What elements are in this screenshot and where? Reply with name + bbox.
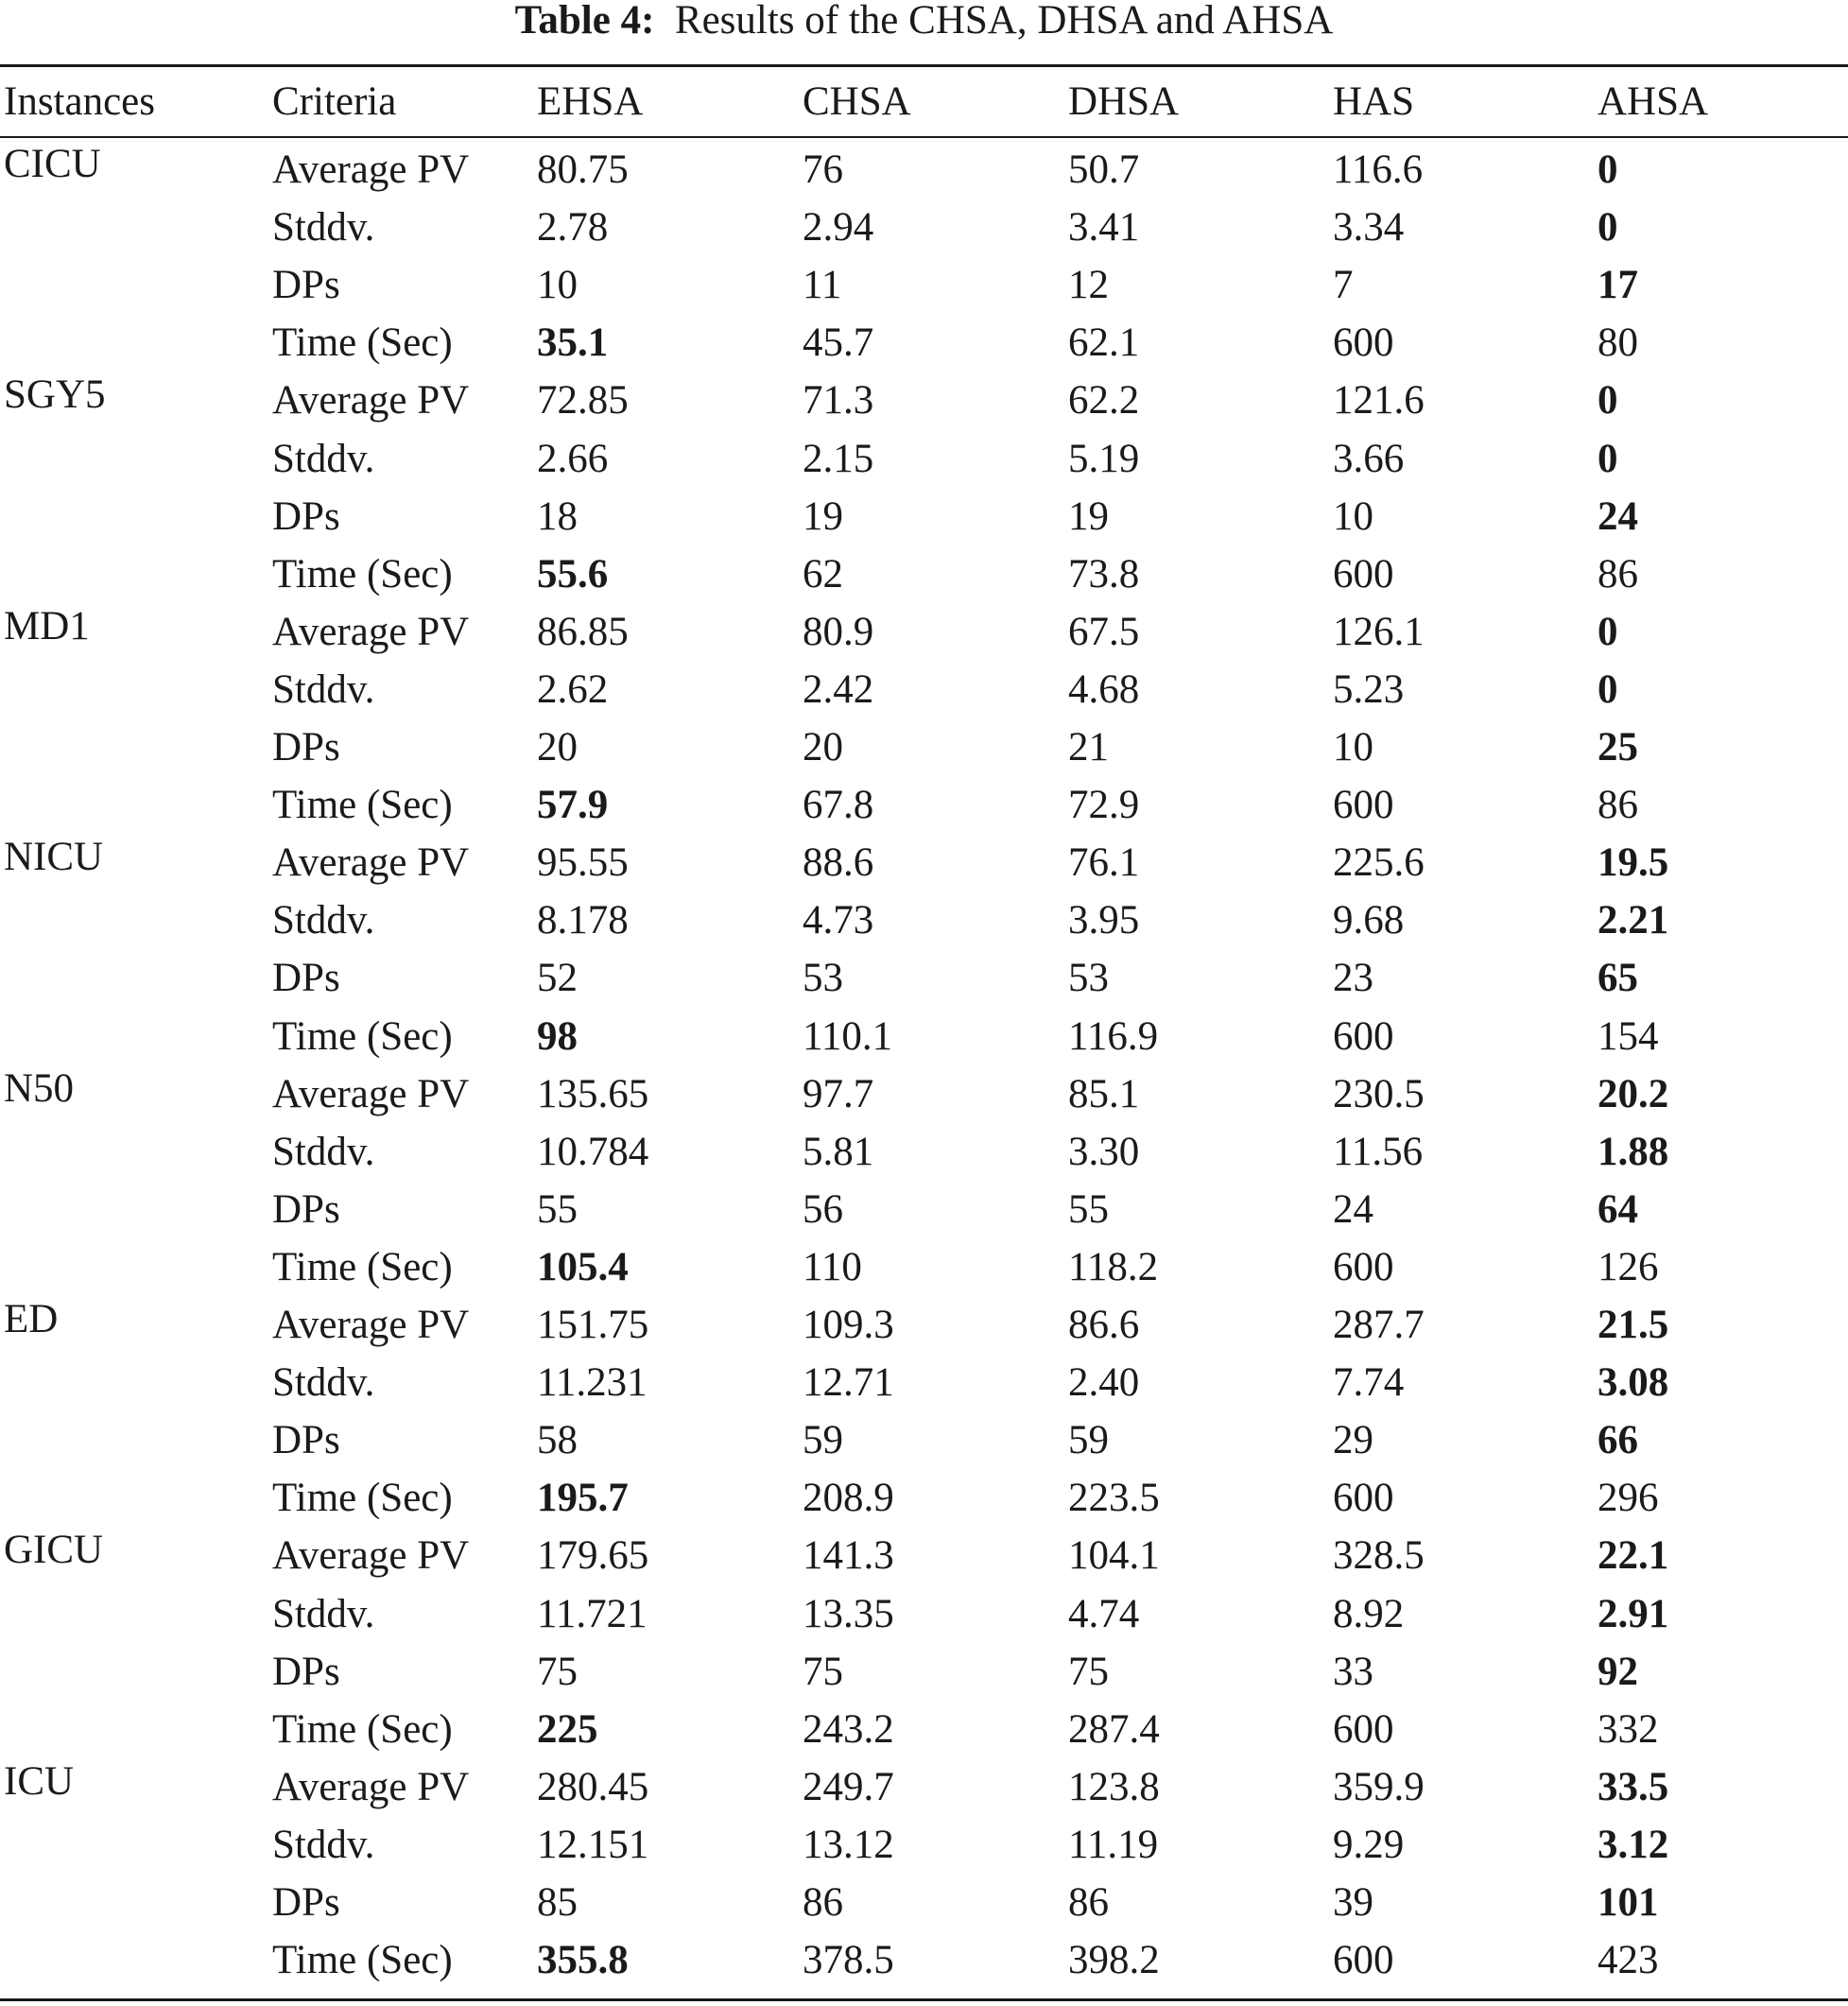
criteria-label: Average PV: [272, 1533, 470, 1578]
value-cell-ahsa: 126: [1598, 1245, 1659, 1289]
instance-label: ICU: [4, 1759, 75, 1804]
criteria-label: Time (Sec): [272, 1476, 453, 1520]
value-cell-ehsa: 58: [537, 1418, 578, 1462]
top-rule: [0, 64, 1848, 67]
criteria-label: DPs: [272, 956, 340, 1000]
value-cell-has: 328.5: [1333, 1533, 1425, 1578]
value-cell-dhsa: 3.30: [1068, 1130, 1140, 1174]
value-cell-ahsa: 86: [1598, 552, 1638, 597]
value-cell-has: 39: [1333, 1880, 1373, 1925]
value-cell-ehsa: 2.66: [537, 437, 609, 481]
value-cell-ehsa: 52: [537, 956, 578, 1000]
instance-label: NICU: [4, 835, 104, 879]
value-cell-ehsa: 55.6: [537, 552, 609, 597]
value-cell-dhsa: 104.1: [1068, 1533, 1160, 1578]
value-cell-dhsa: 59: [1068, 1418, 1109, 1462]
criteria-label: DPs: [272, 1880, 340, 1925]
value-cell-has: 24: [1333, 1187, 1373, 1232]
value-cell-ahsa: 0: [1598, 147, 1618, 192]
criteria-label: Average PV: [272, 1072, 470, 1116]
value-cell-has: 230.5: [1333, 1072, 1425, 1116]
instance-label: GICU: [4, 1528, 104, 1572]
column-header-chsa: CHSA: [803, 79, 911, 124]
value-cell-chsa: 75: [803, 1650, 843, 1694]
value-cell-dhsa: 116.9: [1068, 1014, 1159, 1059]
value-cell-chsa: 208.9: [803, 1476, 894, 1520]
value-cell-has: 11.56: [1333, 1130, 1424, 1174]
value-cell-dhsa: 67.5: [1068, 610, 1140, 654]
value-cell-ehsa: 355.8: [537, 1938, 629, 1982]
column-header-ahsa: AHSA: [1598, 79, 1709, 124]
value-cell-chsa: 76: [803, 147, 843, 192]
value-cell-ahsa: 80: [1598, 320, 1638, 365]
criteria-label: Average PV: [272, 840, 470, 885]
value-cell-has: 600: [1333, 1938, 1394, 1982]
value-cell-chsa: 62: [803, 552, 843, 597]
value-cell-ahsa: 0: [1598, 437, 1618, 481]
value-cell-has: 600: [1333, 320, 1394, 365]
value-cell-ahsa: 332: [1598, 1707, 1659, 1752]
value-cell-has: 225.6: [1333, 840, 1425, 885]
value-cell-ahsa: 20.2: [1598, 1072, 1669, 1116]
value-cell-ehsa: 20: [537, 725, 578, 770]
value-cell-dhsa: 118.2: [1068, 1245, 1159, 1289]
criteria-label: Time (Sec): [272, 1245, 453, 1289]
value-cell-ahsa: 2.91: [1598, 1592, 1669, 1636]
value-cell-dhsa: 86: [1068, 1880, 1109, 1925]
value-cell-dhsa: 19: [1068, 494, 1109, 539]
value-cell-dhsa: 3.41: [1068, 205, 1140, 250]
value-cell-dhsa: 123.8: [1068, 1765, 1160, 1809]
criteria-label: Average PV: [272, 610, 470, 654]
value-cell-ehsa: 105.4: [537, 1245, 629, 1289]
value-cell-dhsa: 85.1: [1068, 1072, 1140, 1116]
value-cell-chsa: 20: [803, 725, 843, 770]
value-cell-dhsa: 5.19: [1068, 437, 1140, 481]
value-cell-ehsa: 85: [537, 1880, 578, 1925]
value-cell-ehsa: 8.178: [537, 898, 629, 942]
value-cell-dhsa: 11.19: [1068, 1823, 1159, 1867]
value-cell-has: 126.1: [1333, 610, 1425, 654]
value-cell-chsa: 80.9: [803, 610, 874, 654]
value-cell-ehsa: 75: [537, 1650, 578, 1694]
value-cell-chsa: 4.73: [803, 898, 874, 942]
value-cell-ahsa: 21.5: [1598, 1303, 1669, 1347]
value-cell-ehsa: 57.9: [537, 783, 609, 827]
value-cell-has: 600: [1333, 1014, 1394, 1059]
value-cell-chsa: 141.3: [803, 1533, 894, 1578]
criteria-label: DPs: [272, 494, 340, 539]
criteria-label: Stddv.: [272, 1823, 375, 1867]
value-cell-chsa: 67.8: [803, 783, 874, 827]
value-cell-ehsa: 11.231: [537, 1360, 648, 1405]
value-cell-ehsa: 2.62: [537, 667, 609, 712]
criteria-label: Time (Sec): [272, 320, 453, 365]
criteria-label: Time (Sec): [272, 1014, 453, 1059]
value-cell-has: 8.92: [1333, 1592, 1405, 1636]
value-cell-ahsa: 25: [1598, 725, 1638, 770]
column-header-criteria: Criteria: [272, 79, 397, 124]
value-cell-ahsa: 64: [1598, 1187, 1638, 1232]
value-cell-ehsa: 195.7: [537, 1476, 629, 1520]
value-cell-chsa: 71.3: [803, 378, 874, 423]
value-cell-ahsa: 0: [1598, 378, 1618, 423]
value-cell-has: 9.29: [1333, 1823, 1405, 1867]
column-header-instances: Instances: [4, 79, 155, 124]
value-cell-chsa: 97.7: [803, 1072, 874, 1116]
value-cell-ahsa: 3.12: [1598, 1823, 1669, 1867]
value-cell-dhsa: 75: [1068, 1650, 1109, 1694]
value-cell-ahsa: 154: [1598, 1014, 1659, 1059]
value-cell-chsa: 378.5: [803, 1938, 894, 1982]
value-cell-dhsa: 3.95: [1068, 898, 1140, 942]
criteria-label: Stddv.: [272, 1130, 375, 1174]
criteria-label: Average PV: [272, 1303, 470, 1347]
value-cell-ehsa: 2.78: [537, 205, 609, 250]
table-caption-text: Results of the CHSA, DHSA and AHSA: [674, 0, 1334, 43]
value-cell-has: 3.66: [1333, 437, 1405, 481]
value-cell-chsa: 243.2: [803, 1707, 894, 1752]
value-cell-ehsa: 72.85: [537, 378, 629, 423]
value-cell-ehsa: 225: [537, 1707, 598, 1752]
value-cell-dhsa: 21: [1068, 725, 1109, 770]
value-cell-has: 7.74: [1333, 1360, 1405, 1405]
instance-label: SGY5: [4, 372, 106, 417]
criteria-label: Stddv.: [272, 1592, 375, 1636]
value-cell-dhsa: 4.68: [1068, 667, 1140, 712]
value-cell-chsa: 12.71: [803, 1360, 894, 1405]
value-cell-dhsa: 223.5: [1068, 1476, 1160, 1520]
value-cell-has: 600: [1333, 1476, 1394, 1520]
value-cell-has: 359.9: [1333, 1765, 1425, 1809]
criteria-label: DPs: [272, 1187, 340, 1232]
value-cell-ahsa: 0: [1598, 667, 1618, 712]
value-cell-has: 23: [1333, 956, 1373, 1000]
value-cell-ahsa: 0: [1598, 610, 1618, 654]
criteria-label: Stddv.: [272, 1360, 375, 1405]
value-cell-chsa: 13.12: [803, 1823, 894, 1867]
value-cell-ahsa: 296: [1598, 1476, 1659, 1520]
value-cell-has: 10: [1333, 725, 1373, 770]
value-cell-chsa: 86: [803, 1880, 843, 1925]
value-cell-chsa: 110: [803, 1245, 862, 1289]
value-cell-chsa: 249.7: [803, 1765, 894, 1809]
value-cell-chsa: 19: [803, 494, 843, 539]
criteria-label: DPs: [272, 1418, 340, 1462]
value-cell-ehsa: 98: [537, 1014, 578, 1059]
value-cell-dhsa: 12: [1068, 263, 1109, 307]
value-cell-ahsa: 19.5: [1598, 840, 1669, 885]
value-cell-ahsa: 66: [1598, 1418, 1638, 1462]
value-cell-ahsa: 22.1: [1598, 1533, 1669, 1578]
value-cell-ehsa: 10.784: [537, 1130, 649, 1174]
value-cell-has: 121.6: [1333, 378, 1425, 423]
header-rule: [0, 136, 1848, 138]
value-cell-chsa: 56: [803, 1187, 843, 1232]
criteria-label: Stddv.: [272, 205, 375, 250]
value-cell-has: 7: [1333, 263, 1354, 307]
criteria-label: Stddv.: [272, 667, 375, 712]
instance-label: CICU: [4, 142, 101, 186]
value-cell-ahsa: 65: [1598, 956, 1638, 1000]
value-cell-has: 33: [1333, 1650, 1373, 1694]
value-cell-has: 600: [1333, 783, 1394, 827]
criteria-label: Average PV: [272, 378, 470, 423]
value-cell-ahsa: 2.21: [1598, 898, 1669, 942]
criteria-label: Stddv.: [272, 437, 375, 481]
value-cell-dhsa: 398.2: [1068, 1938, 1160, 1982]
column-header-dhsa: DHSA: [1068, 79, 1180, 124]
value-cell-has: 9.68: [1333, 898, 1405, 942]
value-cell-dhsa: 2.40: [1068, 1360, 1140, 1405]
criteria-label: Time (Sec): [272, 552, 453, 597]
criteria-label: Average PV: [272, 1765, 470, 1809]
value-cell-dhsa: 55: [1068, 1187, 1109, 1232]
instance-label: N50: [4, 1066, 75, 1111]
value-cell-dhsa: 4.74: [1068, 1592, 1140, 1636]
value-cell-dhsa: 76.1: [1068, 840, 1140, 885]
value-cell-chsa: 2.94: [803, 205, 874, 250]
table-caption-label: Table 4:: [514, 0, 655, 43]
value-cell-chsa: 45.7: [803, 320, 874, 365]
value-cell-chsa: 5.81: [803, 1130, 874, 1174]
criteria-label: Stddv.: [272, 898, 375, 942]
value-cell-ahsa: 86: [1598, 783, 1638, 827]
criteria-label: DPs: [272, 263, 340, 307]
value-cell-ehsa: 35.1: [537, 320, 609, 365]
value-cell-dhsa: 62.1: [1068, 320, 1140, 365]
bottom-rule: [0, 1998, 1848, 2001]
value-cell-chsa: 59: [803, 1418, 843, 1462]
value-cell-dhsa: 72.9: [1068, 783, 1140, 827]
value-cell-ahsa: 1.88: [1598, 1130, 1669, 1174]
value-cell-ehsa: 10: [537, 263, 578, 307]
value-cell-chsa: 2.42: [803, 667, 874, 712]
value-cell-has: 600: [1333, 1707, 1394, 1752]
column-header-has: HAS: [1333, 79, 1415, 124]
value-cell-chsa: 110.1: [803, 1014, 893, 1059]
value-cell-dhsa: 53: [1068, 956, 1109, 1000]
value-cell-ehsa: 179.65: [537, 1533, 649, 1578]
value-cell-chsa: 88.6: [803, 840, 874, 885]
value-cell-has: 29: [1333, 1418, 1373, 1462]
value-cell-ahsa: 24: [1598, 494, 1638, 539]
value-cell-ahsa: 101: [1598, 1880, 1659, 1925]
value-cell-ahsa: 3.08: [1598, 1360, 1669, 1405]
value-cell-ahsa: 0: [1598, 205, 1618, 250]
value-cell-has: 10: [1333, 494, 1373, 539]
criteria-label: Time (Sec): [272, 783, 453, 827]
criteria-label: DPs: [272, 1650, 340, 1694]
criteria-label: DPs: [272, 725, 340, 770]
instance-label: MD1: [4, 604, 90, 648]
value-cell-chsa: 109.3: [803, 1303, 894, 1347]
value-cell-ehsa: 95.55: [537, 840, 629, 885]
value-cell-has: 287.7: [1333, 1303, 1425, 1347]
value-cell-ahsa: 92: [1598, 1650, 1638, 1694]
value-cell-has: 600: [1333, 552, 1394, 597]
value-cell-ehsa: 12.151: [537, 1823, 649, 1867]
value-cell-ehsa: 18: [537, 494, 578, 539]
criteria-label: Time (Sec): [272, 1707, 453, 1752]
value-cell-has: 600: [1333, 1245, 1394, 1289]
value-cell-ehsa: 151.75: [537, 1303, 649, 1347]
value-cell-ehsa: 86.85: [537, 610, 629, 654]
value-cell-has: 116.6: [1333, 147, 1424, 192]
value-cell-dhsa: 287.4: [1068, 1707, 1160, 1752]
value-cell-chsa: 13.35: [803, 1592, 894, 1636]
value-cell-ahsa: 17: [1598, 263, 1638, 307]
value-cell-ehsa: 135.65: [537, 1072, 649, 1116]
value-cell-ahsa: 33.5: [1598, 1765, 1669, 1809]
table-caption: [0, 0, 1848, 42]
value-cell-has: 3.34: [1333, 205, 1405, 250]
value-cell-chsa: 11: [803, 263, 842, 307]
value-cell-ehsa: 280.45: [537, 1765, 649, 1809]
instance-label: ED: [4, 1297, 59, 1341]
value-cell-ehsa: 80.75: [537, 147, 629, 192]
criteria-label: Time (Sec): [272, 1938, 453, 1982]
value-cell-chsa: 53: [803, 956, 843, 1000]
criteria-label: Average PV: [272, 147, 470, 192]
value-cell-ehsa: 11.721: [537, 1592, 648, 1636]
value-cell-ehsa: 55: [537, 1187, 578, 1232]
value-cell-has: 5.23: [1333, 667, 1405, 712]
column-header-ehsa: EHSA: [537, 79, 644, 124]
value-cell-dhsa: 86.6: [1068, 1303, 1140, 1347]
value-cell-dhsa: 50.7: [1068, 147, 1140, 192]
value-cell-ahsa: 423: [1598, 1938, 1659, 1982]
value-cell-dhsa: 73.8: [1068, 552, 1140, 597]
value-cell-dhsa: 62.2: [1068, 378, 1140, 423]
value-cell-chsa: 2.15: [803, 437, 874, 481]
